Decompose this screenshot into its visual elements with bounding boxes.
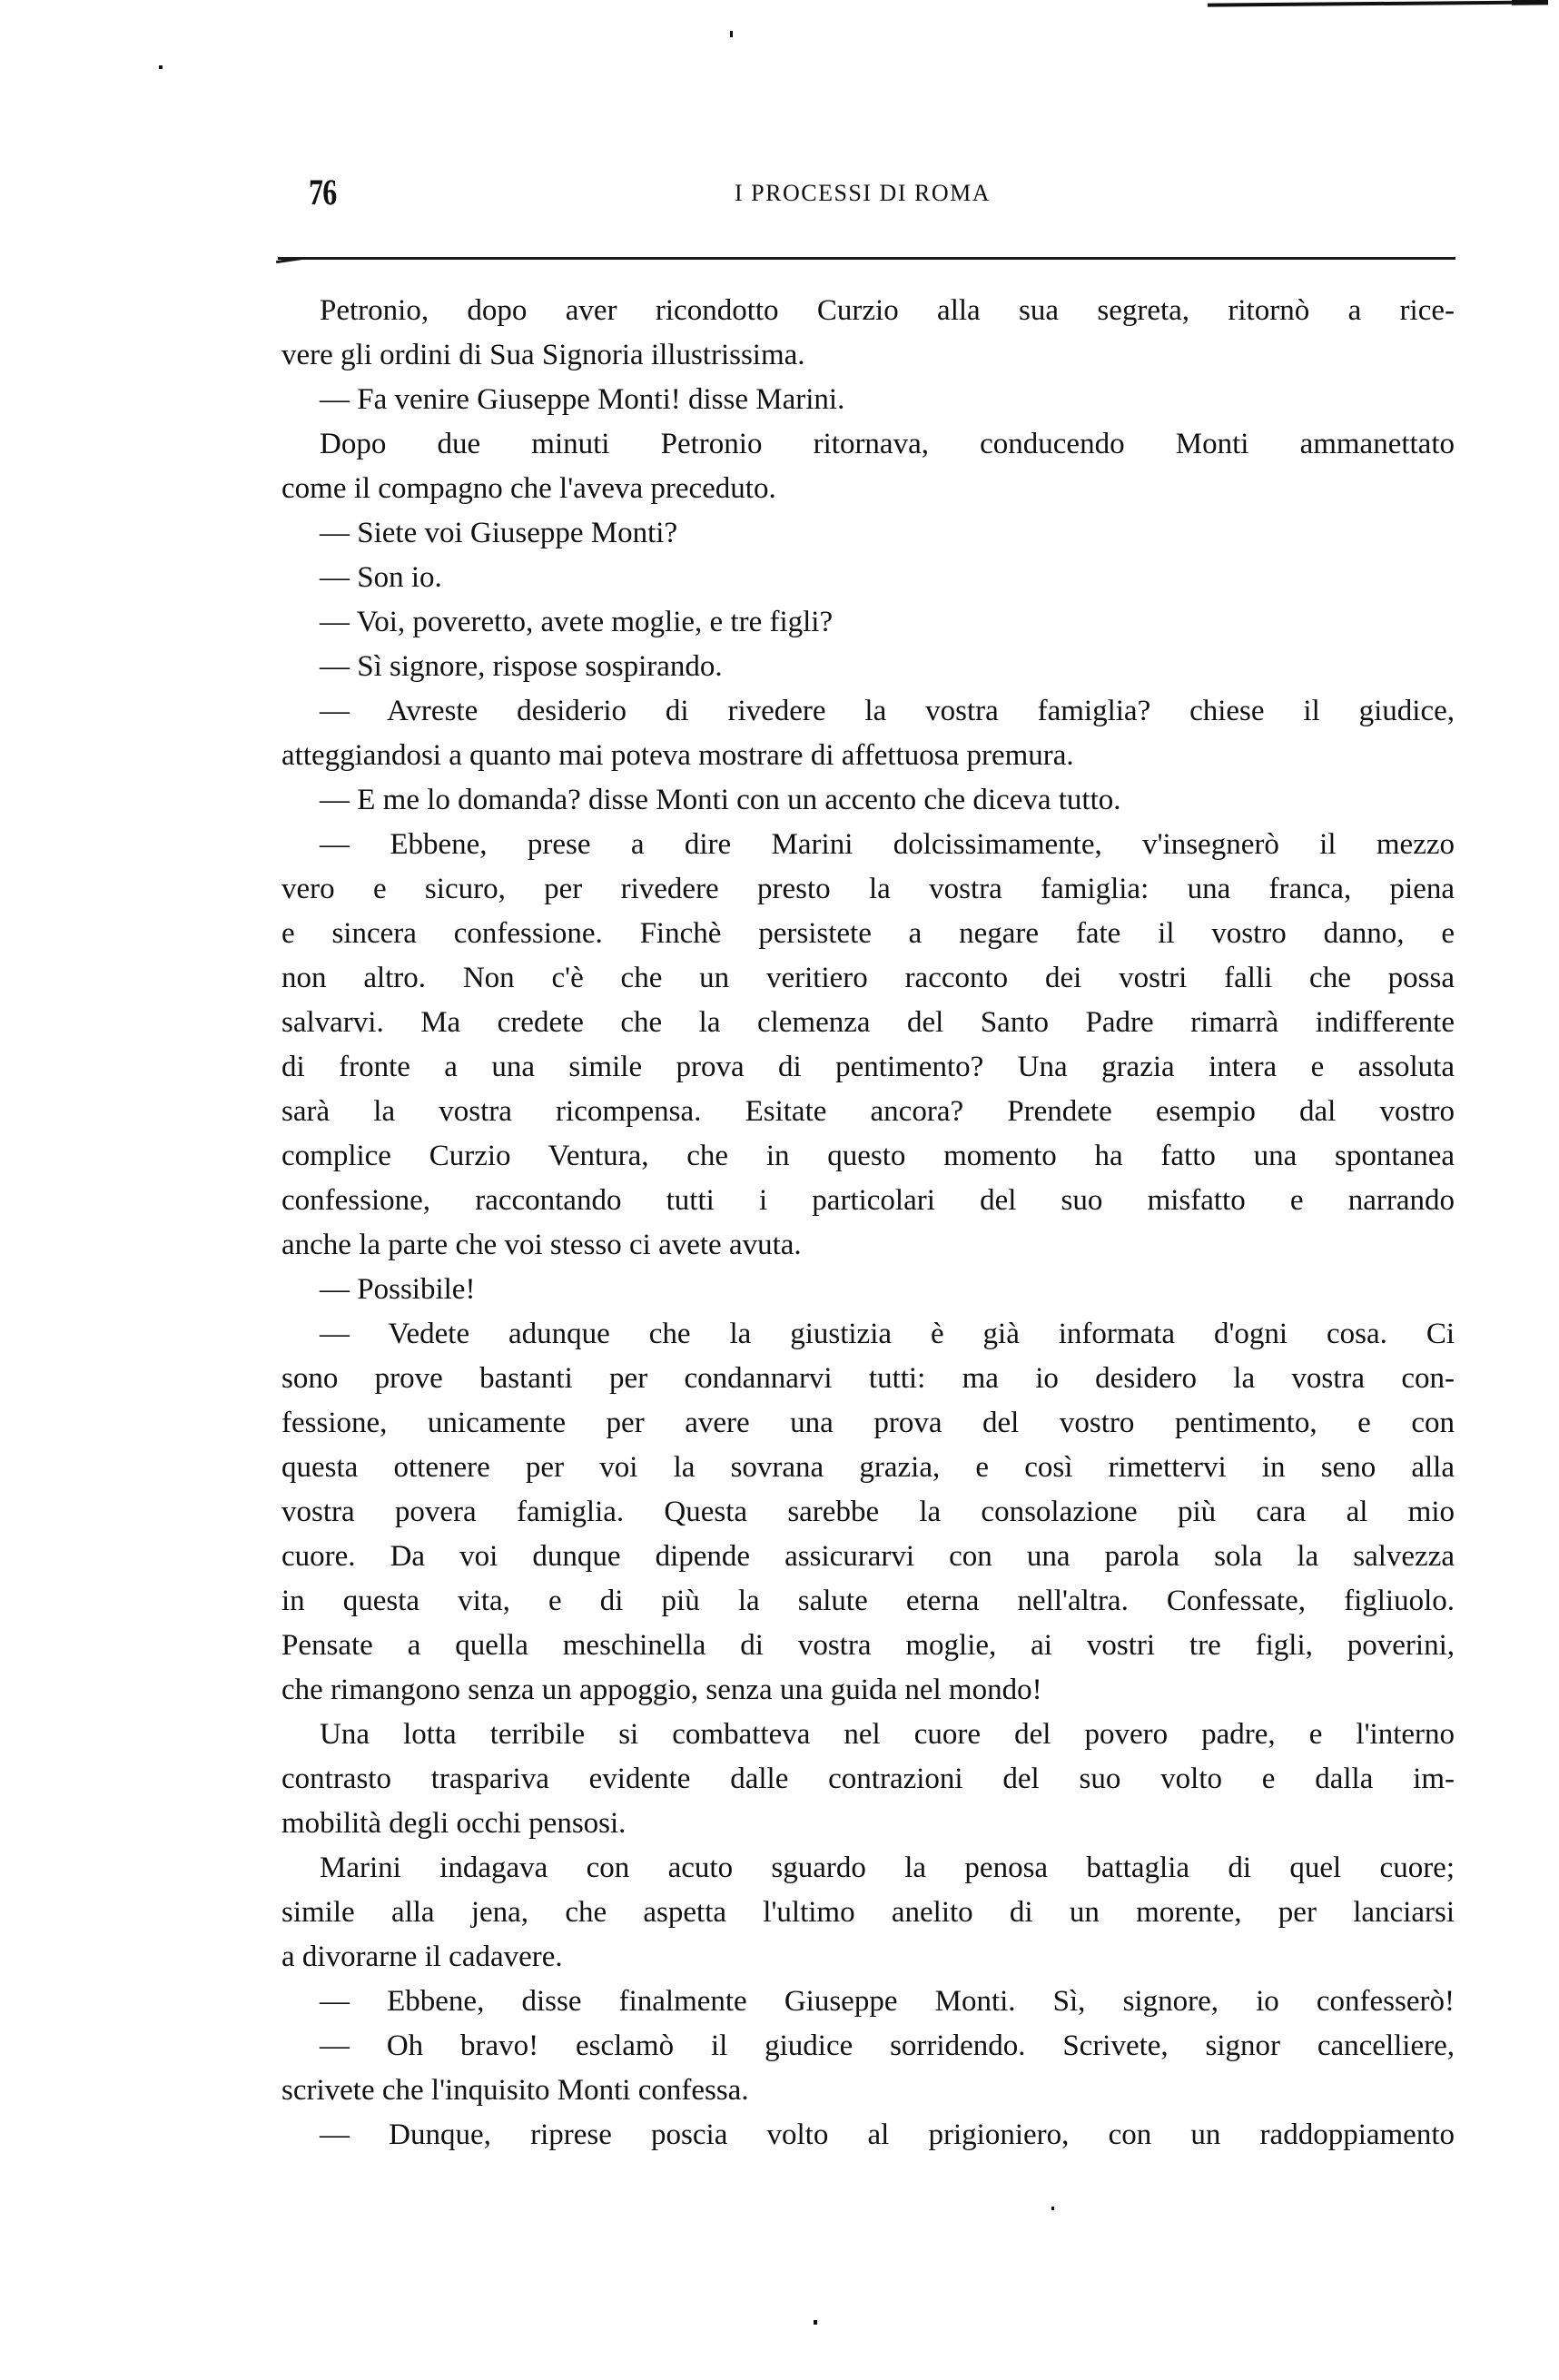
text-line: simile alla jena, che aspetta l'ultimo anelito di un morente, per lanciarsi <box>281 1896 1455 1929</box>
text-line: — Son io. <box>320 561 442 594</box>
text-line: come il compagno che l'aveva preceduto. <box>281 472 776 505</box>
text-line: — Dunque, riprese poscia volto al prigioniero, con un raddoppiamento <box>320 2118 1455 2151</box>
text-line: — Voi, poveretto, avete moglie, e tre figli? <box>320 606 834 638</box>
scan-speck <box>1051 2207 1054 2210</box>
text-line: cuore. Da voi dunque dipende assicurarvi con una parola sola la salvezza <box>281 1540 1455 1573</box>
text-line: e sincera confessione. Finchè persistete a negare fate il vostro danno, e <box>281 917 1455 950</box>
scan-speck <box>814 2320 817 2325</box>
running-head: I PROCESSI DI ROMA <box>735 180 991 206</box>
text-line: mobilità degli occhi pensosi. <box>281 1807 627 1840</box>
text-line: — Fa venire Giuseppe Monti! disse Marini. <box>320 383 845 416</box>
text-line: anche la parte che voi stesso ci avete avuta. <box>281 1229 802 1261</box>
text-line: — Possibile! <box>320 1273 476 1306</box>
text-line: — Vedete adunque che la giustizia è già informata d'ogni cosa. Ci <box>320 1318 1455 1350</box>
text-line: Una lotta terribile si combatteva nel cuore del povero padre, e l'interno <box>320 1718 1455 1751</box>
text-line: — Ebbene, disse finalmente Giuseppe Monti. Sì, signore, io confesserò! <box>320 1985 1455 2018</box>
text-line: Pensate a quella meschinella di vostra moglie, ai vostri tre figli, poverini, <box>281 1629 1455 1662</box>
text-line: Petronio, dopo aver ricondotto Curzio alla sua segreta, ritornò a rice- <box>320 294 1455 327</box>
scan-speck <box>730 31 733 37</box>
text-line: atteggiandosi a quanto mai poteva mostrare di affettuosa premura. <box>281 739 1074 772</box>
scan-speck <box>159 65 163 69</box>
text-line: confessione, raccontando tutti i particolari del suo misfatto e narrando <box>281 1184 1455 1217</box>
text-line: vostra povera famiglia. Questa sarebbe la consolazione più cara al mio <box>281 1496 1455 1528</box>
page-number: 76 <box>309 172 337 212</box>
scan-artifact-top-rule <box>1208 0 1548 6</box>
text-line: salvarvi. Ma credete che la clemenza del Santo Padre rimarrà indifferente <box>281 1006 1455 1039</box>
text-line: a divorarne il cadavere. <box>281 1941 563 1973</box>
text-line: in questa vita, e di più la salute eterna nell'altra. Confessate, figliuolo. <box>281 1585 1455 1617</box>
text-line: scrivete che l'inquisito Monti confessa. <box>281 2074 749 2107</box>
header-rule <box>278 257 1455 260</box>
body-text <box>281 289 1455 2158</box>
text-line: sarà la vostra ricompensa. Esitate ancora? Prendete esempio dal vostro <box>281 1095 1455 1128</box>
text-line: Dopo due minuti Petronio ritornava, conducendo Monti ammanettato <box>320 428 1455 460</box>
text-line: complice Curzio Ventura, che in questo momento ha fatto una spontanea <box>281 1140 1455 1172</box>
text-line: Marini indagava con acuto sguardo la penosa battaglia di quel cuore; <box>320 1852 1455 1884</box>
text-line: — Oh bravo! esclamò il giudice sorridendo. Scrivete, signor cancelliere, <box>320 2029 1455 2062</box>
text-line: sono prove bastanti per condannarvi tutti: ma io desidero la vostra con- <box>281 1362 1455 1395</box>
text-line: — E me lo domanda? disse Monti con un accento che diceva tutto. <box>320 784 1121 816</box>
text-line: questa ottenere per voi la sovrana grazia, e così rimettervi in seno alla <box>281 1451 1455 1484</box>
text-line: — Ebbene, prese a dire Marini dolcissimamente, v'insegnerò il mezzo <box>320 828 1455 861</box>
text-line: contrasto traspariva evidente dalle contrazioni del suo volto e dalla im- <box>281 1763 1455 1795</box>
text-line: — Sì signore, rispose sospirando. <box>320 650 723 683</box>
text-line: — Avreste desiderio di rivedere la vostra famiglia? chiese il giudice, <box>320 695 1455 727</box>
text-line: — Siete voi Giuseppe Monti? <box>320 517 678 549</box>
text-line: di fronte a una simile prova di pentimento? Una grazia intera e assoluta <box>281 1051 1455 1083</box>
text-line: vere gli ordini di Sua Signoria illustrissima. <box>281 339 805 371</box>
text-line: fessione, unicamente per avere una prova del vostro pentimento, e con <box>281 1407 1455 1439</box>
text-line: vero e sicuro, per rivedere presto la vostra famiglia: una franca, piena <box>281 873 1455 905</box>
text-line: non altro. Non c'è che un veritiero racconto dei vostri falli che possa <box>281 962 1455 994</box>
text-line: che rimangono senza un appoggio, senza una guida nel mondo! <box>281 1674 1042 1706</box>
